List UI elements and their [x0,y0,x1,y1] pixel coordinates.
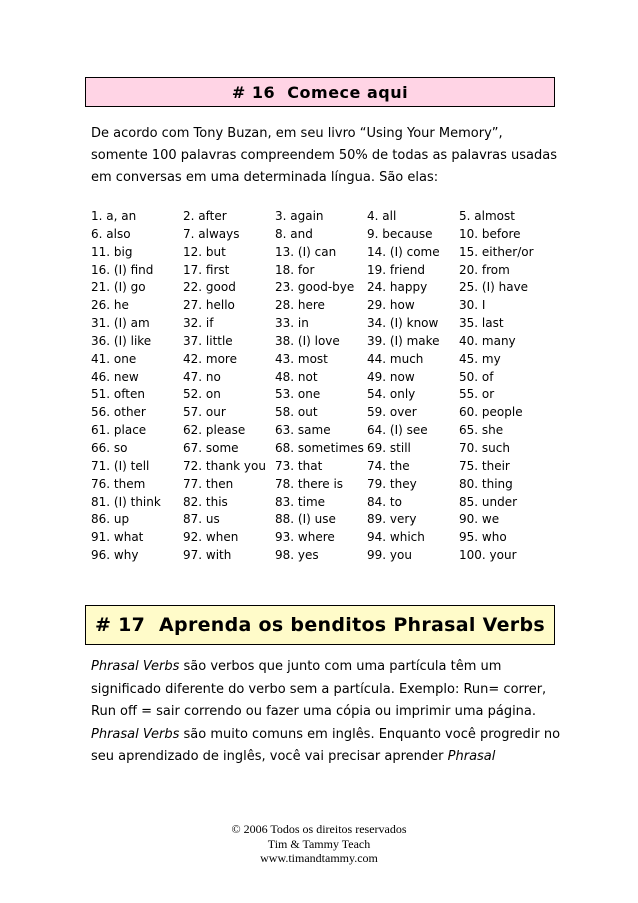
section-16-heading: # 16 Comece aqui [231,82,409,102]
word-item: 2. after [183,209,227,223]
word-item: 18. for [275,262,315,277]
word-item: 57. our [183,405,226,420]
word-item: 3. again [275,209,324,223]
word-item: 50. of [459,369,494,384]
word-item: 47. no [183,369,221,384]
footer-website: www.timandtammy.com [260,851,378,865]
word-row [91,494,561,512]
word-row [91,208,561,226]
word-item: 16. (I) find [91,262,154,277]
word-item: 48. not [275,369,318,384]
phrasal-verbs-text [91,656,561,769]
word-item: 46. new [91,369,139,384]
word-row [91,279,561,297]
word-item: 99. you [367,548,412,563]
word-item: 12. but [183,244,226,259]
word-item: 41. one [91,351,137,366]
section-17-heading: # 17 Aprenda os benditos Phrasal Verbs [95,614,545,636]
word-item: 35. last [459,316,504,331]
word-item: 44. much [367,351,424,366]
word-item: 59. over [367,405,417,420]
word-row [91,386,561,404]
word-item: 92. when [183,530,239,545]
word-item: 77. then [183,476,234,491]
word-item: 80. thing [459,476,513,491]
word-item: 13. (I) can [275,244,337,259]
word-item: 54. only [367,387,416,402]
word-item: 91. what [91,530,144,545]
word-row [91,369,561,387]
word-item: 65. she [459,423,504,438]
footer-copyright: © 2006 Todos os direitos reservados [231,822,407,836]
word-item: 85. under [459,494,518,509]
word-list-grid [91,208,561,565]
word-item: 15. either/or [459,244,534,259]
word-item: 27. hello [183,298,235,313]
word-item: 94. which [367,530,425,545]
word-item: 76. them [91,476,146,491]
word-item: 7. always [183,226,240,241]
word-row [91,458,561,476]
word-item: 37. little [183,333,233,348]
section-16-heading-box [85,77,555,107]
word-item: 70. such [459,440,510,455]
word-item: 4. all [367,209,397,223]
word-item: 82. this [183,494,228,509]
word-item: 40. many [459,333,516,348]
word-item: 81. (I) think [91,494,161,509]
word-item: 23. good-bye [275,280,355,295]
word-item: 30. I [459,298,486,313]
word-item: 68. sometimes [275,440,364,455]
word-item: 67. some [183,440,239,455]
word-item: 24. happy [367,280,428,295]
word-item: 42. more [183,351,237,366]
word-item: 75. their [459,458,510,473]
page-footer [0,822,638,866]
word-item: 88. (I) use [275,512,336,527]
word-item: 98. yes [275,548,319,563]
word-item: 64. (I) see [367,423,428,438]
word-row [91,511,561,529]
word-item: 5. almost [459,209,515,223]
word-item: 66. so [91,440,128,455]
word-item: 52. on [183,387,221,402]
word-item: 33. in [275,316,309,331]
word-row [91,315,561,333]
word-row [91,226,561,244]
word-row [91,297,561,315]
word-row [91,547,561,565]
word-row [91,476,561,494]
word-item: 11. big [91,244,133,259]
word-item: 58. out [275,405,318,420]
phrasal-tail: Phrasal [447,749,496,764]
word-row [91,262,561,280]
phrasal-term: Phrasal Verbs [91,726,180,742]
word-item: 96. why [91,548,139,563]
phrasal-term: Phrasal Verbs [91,659,180,674]
word-item: 62. please [183,423,246,438]
word-item: 32. if [183,316,214,331]
word-item: 25. (I) have [459,280,529,295]
word-row [91,529,561,547]
section-17-heading-box [85,605,555,645]
word-item: 79. they [367,476,417,491]
word-item: 72. thank you [183,458,266,473]
word-item: 100. your [459,548,517,563]
word-row [91,422,561,440]
word-item: 56. other [91,405,146,420]
word-item: 69. still [367,440,411,455]
word-item: 49. now [367,369,415,384]
word-item: 14. (I) come [367,244,440,259]
word-item: 78. there is [275,476,344,491]
word-item: 29. how [367,298,415,313]
word-item: 97. with [183,548,232,563]
word-item: 74. the [367,458,410,473]
word-item: 31. (I) am [91,316,150,331]
word-item: 8. and [275,226,313,241]
word-item: 63. same [275,423,331,438]
word-item: 84. to [367,494,402,509]
word-item: 51. often [91,387,145,402]
word-item: 36. (I) like [91,333,152,348]
word-row [91,333,561,351]
word-item: 10. before [459,226,521,241]
word-item: 22. good [183,280,236,295]
word-item: 1. a, an [91,209,137,223]
word-item: 73. that [275,458,323,473]
word-item: 38. (I) love [275,333,340,348]
word-item: 17. first [183,262,230,277]
word-item: 45. my [459,351,501,366]
word-row [91,404,561,422]
word-item: 71. (I) tell [91,458,150,473]
word-item: 43. most [275,351,328,366]
phrasal-definition: são verbos que junto com uma partícula têm um significado diferente do verbo sem a partícula. Exemplo: Run= correr, Run off = sair correndo ou fazer uma cópia ou imprimir uma página. [91,659,547,719]
word-item: 34. (I) know [367,316,439,331]
word-row [91,440,561,458]
word-item: 26. he [91,298,129,313]
word-row [91,244,561,262]
word-item: 21. (I) go [91,280,146,295]
footer-authors: Tim & Tammy Teach [267,836,371,851]
word-item: 39. (I) make [367,333,440,348]
word-item: 28. here [275,298,325,313]
phrasal-paragraph-2 [91,724,561,769]
word-item: 6. also [91,226,131,241]
word-item: 95. who [459,530,507,545]
word-item: 61. place [91,423,147,438]
word-item: 87. us [183,512,220,527]
word-row [91,351,561,369]
word-item: 19. friend [367,262,425,277]
word-item: 55. or [459,387,495,402]
word-item: 83. time [275,494,326,509]
word-item: 9. because [367,226,433,241]
word-item: 20. from [459,262,510,277]
intro-paragraph: De acordo com Tony Buzan, em seu livro “Using Your Memory”, somente 100 palavras compreendem 50% de todas as palavras usadas em conversas em uma determinada língua. São elas: [91,126,557,185]
word-item: 86. up [91,512,130,527]
word-item: 90. we [459,512,500,527]
word-item: 93. where [275,530,335,545]
word-item: 89. very [367,512,417,527]
phrasal-usage: são muito comuns em inglês. Enquanto você progredir no seu aprendizado de inglês, você vai precisar aprender [91,726,561,764]
word-item: 60. people [459,405,523,420]
word-item: 53. one [275,387,321,402]
phrasal-paragraph-1 [91,656,561,724]
